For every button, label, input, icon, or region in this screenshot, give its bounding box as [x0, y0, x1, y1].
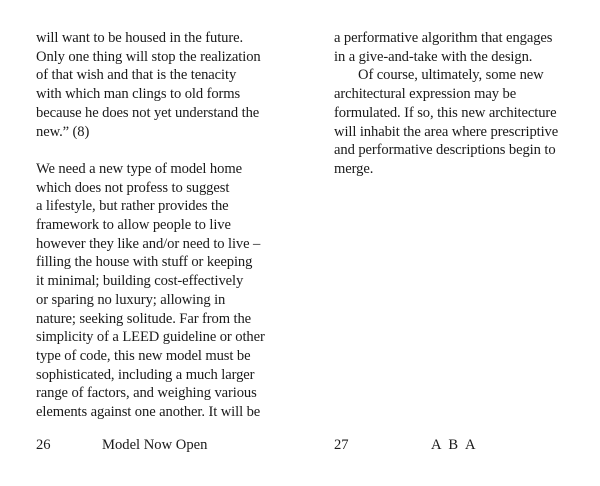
- page-number: 26: [36, 437, 51, 453]
- text-line: however they like and/or need to live –: [36, 235, 261, 252]
- text-line: nature; seeking solitude. Far from the: [36, 310, 252, 327]
- text-line: it minimal; building cost-effectively: [36, 273, 244, 290]
- text-line: framework to allow people to live: [36, 217, 231, 234]
- text-line: with which man clings to old forms: [36, 86, 241, 103]
- text-line: range of factors, and weighing various: [36, 385, 257, 402]
- text-line: a performative algorithm that engages: [334, 30, 553, 46]
- text-line: We need a new type of model home: [36, 160, 242, 177]
- text-line: Only one thing will stop the realization: [36, 48, 261, 65]
- text-line: sophisticated, including a much larger: [36, 366, 255, 383]
- text-line: merge.: [334, 160, 374, 177]
- text-line: Of course, ultimately, some new: [358, 67, 544, 84]
- text-line: because he does not yet understand the: [36, 104, 260, 121]
- text-line: a lifestyle, but rather provides the: [36, 198, 229, 215]
- text-line: or sparing no luxury; allowing in: [36, 291, 226, 308]
- text-line: will want to be housed in the future.: [36, 30, 244, 46]
- text-line: and performative descriptions begin to: [334, 142, 556, 159]
- right-page: [300, 0, 600, 486]
- text-line: in a give-and-take with the design.: [334, 48, 533, 65]
- text-line: formulated. If so, this new architecture: [334, 104, 557, 121]
- text-line: simplicity of a LEED guideline or other: [36, 329, 265, 346]
- running-title: Model Now Open: [102, 437, 208, 453]
- text-line: of that wish and that is the tenacity: [36, 67, 237, 84]
- text-line: will inhabit the area where prescriptive: [334, 123, 559, 140]
- running-title: A B A: [431, 437, 478, 453]
- text-line: type of code, this new model must be: [36, 347, 251, 364]
- text-line: elements against one another. It will be: [36, 404, 261, 421]
- paragraph-gap: [36, 141, 276, 160]
- text-line: filling the house with stuff or keeping: [36, 254, 253, 271]
- text-line: new.” (8): [36, 123, 90, 140]
- text-line: which does not profess to suggest: [36, 179, 230, 196]
- text-line: architectural expression may be: [334, 86, 517, 103]
- page-number: 27: [334, 437, 349, 453]
- left-page-text: [36, 29, 276, 422]
- right-page-text: [334, 29, 574, 179]
